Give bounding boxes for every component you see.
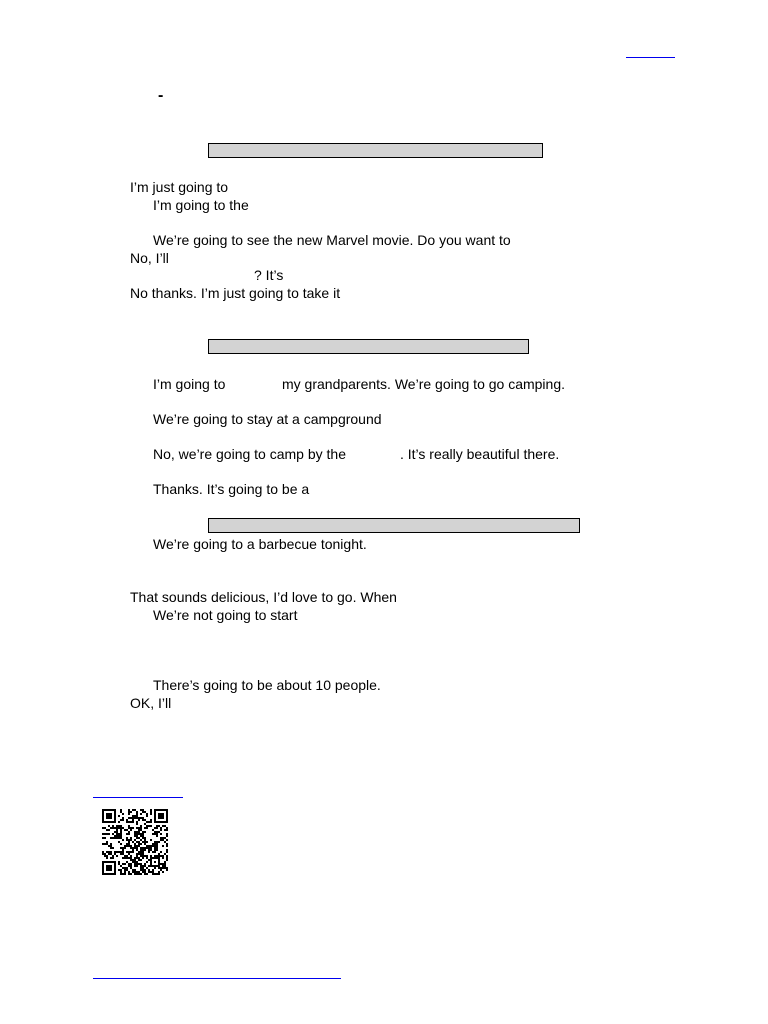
dialogue-line: my grandparents. We’re going to go camping. <box>282 376 566 392</box>
dialogue-line: I’m going to <box>153 376 226 392</box>
dialogue-line: I’m going to the <box>153 197 249 213</box>
dialogue-line: There’s going to be about 10 people. <box>153 677 381 693</box>
section-banner-2 <box>208 339 529 354</box>
title-dash: - <box>158 87 164 104</box>
dialogue-line: . It’s really beautiful there. <box>400 446 560 462</box>
dialogue-line: No, I’ll <box>130 250 169 266</box>
dialogue-line: We’re going to stay at a campground <box>153 411 382 427</box>
dialogue-line: That sounds delicious, I’d love to go. When <box>130 589 397 605</box>
qr-link[interactable] <box>93 797 183 798</box>
dialogue-line: OK, I’ll <box>130 695 172 711</box>
dialogue-line: No thanks. I’m just going to take it <box>130 285 341 301</box>
dialogue-line: We’re going to a barbecue tonight. <box>153 536 367 552</box>
section-banner-3 <box>208 518 580 533</box>
section-banner-1 <box>208 143 543 158</box>
dialogue-line: No, we’re going to camp by the <box>153 446 346 462</box>
dialogue-line: I’m just going to <box>130 179 229 195</box>
qr-code <box>102 809 168 875</box>
dialogue-line: We’re not going to start <box>153 607 298 623</box>
footer-link[interactable] <box>93 978 341 979</box>
dialogue-line: We’re going to see the new Marvel movie. Do you want to <box>153 232 511 248</box>
dialogue-line: Thanks. It’s going to be a <box>153 481 310 497</box>
header-link[interactable] <box>626 57 675 58</box>
dialogue-line: ? It’s <box>254 267 284 283</box>
